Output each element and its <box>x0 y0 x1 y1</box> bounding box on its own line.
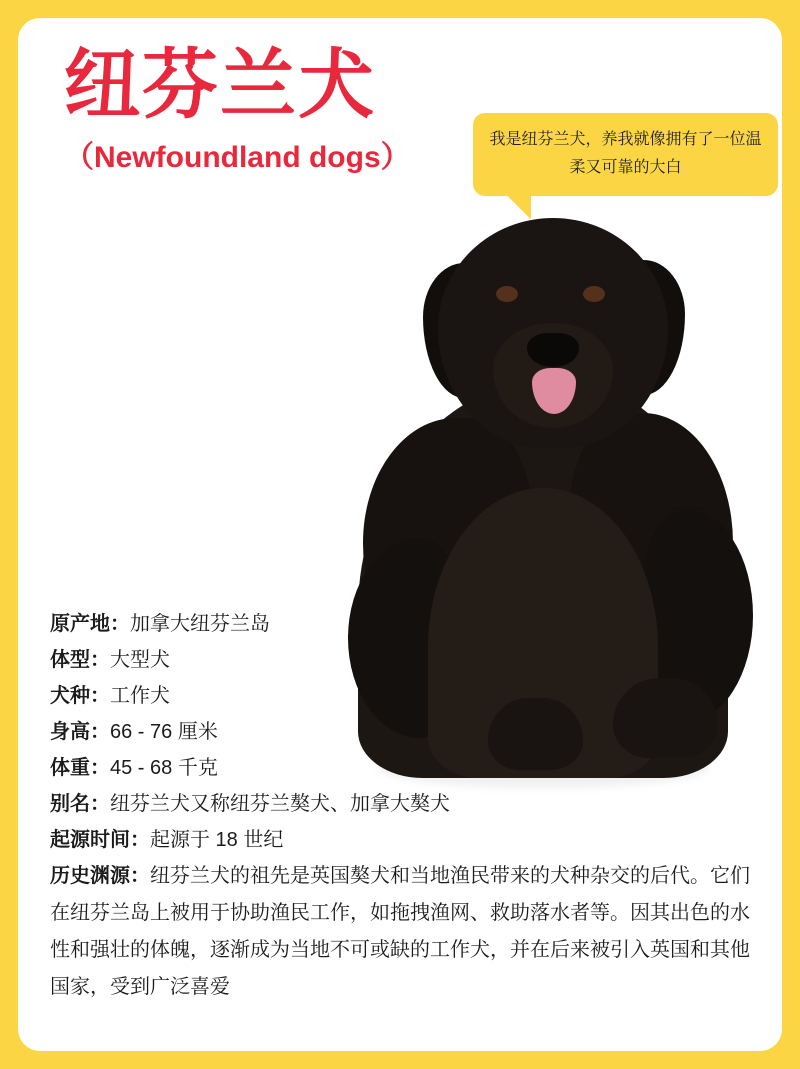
info-row-breed-group <box>50 678 750 714</box>
info-row-weight <box>50 750 750 786</box>
info-row-alias <box>50 786 750 822</box>
speech-bubble <box>473 113 778 196</box>
info-label-origin-time: 起源时间： <box>50 829 150 851</box>
info-label-breed-group: 犬种： <box>50 685 110 707</box>
info-label-size: 体型： <box>50 649 110 671</box>
info-value-alias: 纽芬兰犬又称纽芬兰獒犬、加拿大獒犬 <box>110 793 450 815</box>
dog-eye-right <box>583 286 605 302</box>
info-row-size <box>50 642 750 678</box>
page-subtitle: （Newfoundland dogs） <box>64 141 411 174</box>
info-label-height: 身高： <box>50 721 110 743</box>
title-block <box>64 40 484 178</box>
poster-card <box>18 18 782 1051</box>
info-value-origin-time: 起源于 18 世纪 <box>150 829 284 851</box>
speech-bubble-text: 我是纽芬兰犬，养我就像拥有了一位温柔又可靠的大白 <box>489 131 762 176</box>
info-row-origin <box>50 606 750 642</box>
page-title: 纽芬兰犬 <box>64 43 376 128</box>
info-row-history <box>50 858 750 1006</box>
info-value-history: 纽芬兰犬的祖先是英国獒犬和当地渔民带来的犬种杂交的后代。它们在纽芬兰岛上被用于协助渔民工作，如拖拽渔网、救助落水者等。因其出色的水性和强壮的体魄，逐渐成为当地不可或缺的工作犬，并在后来被引入英国和其他国家，受到广泛喜爱 <box>50 865 750 998</box>
info-value-origin: 加拿大纽芬兰岛 <box>130 613 270 635</box>
info-value-size: 大型犬 <box>110 649 170 671</box>
info-row-height <box>50 714 750 750</box>
info-label-weight: 体重： <box>50 757 110 779</box>
info-label-alias: 别名： <box>50 793 110 815</box>
info-label-origin: 原产地： <box>50 613 130 635</box>
info-value-height: 66 - 76 厘米 <box>110 721 218 743</box>
info-value-breed-group: 工作犬 <box>110 685 170 707</box>
info-value-weight: 45 - 68 千克 <box>110 757 218 779</box>
dog-eye-left <box>496 286 518 302</box>
info-row-origin-time <box>50 822 750 858</box>
info-label-history: 历史渊源： <box>50 865 150 887</box>
info-list <box>50 606 750 1006</box>
